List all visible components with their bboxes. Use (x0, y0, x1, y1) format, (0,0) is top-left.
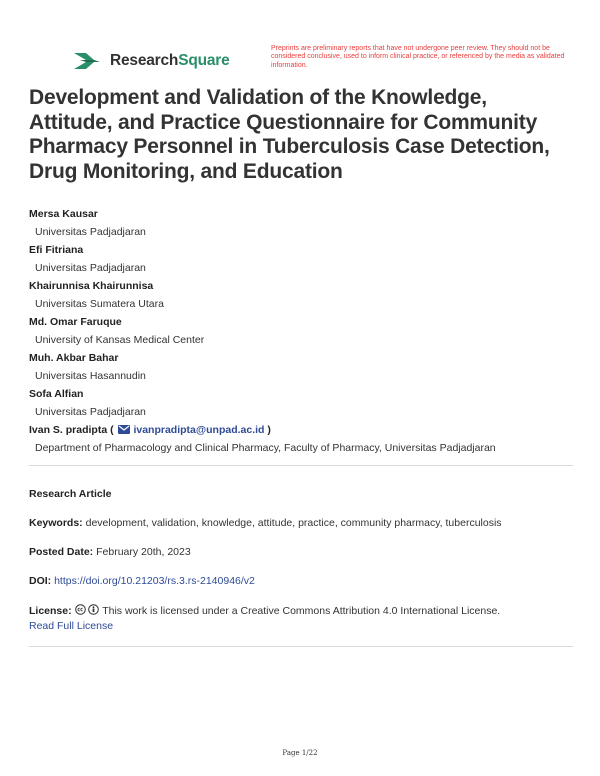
paren-open: ( (110, 424, 114, 436)
author-name: Md. Omar Faruque (29, 316, 122, 328)
article-type-label: Research Article (29, 488, 112, 500)
keywords-value: development, validation, knowledge, attitude, practice, community pharmacy, tuberculosis (85, 517, 502, 529)
author-entry (29, 205, 574, 241)
author-name: Muh. Akbar Bahar (29, 352, 119, 364)
author-name: Mersa Kausar (29, 208, 98, 220)
keywords-line (29, 516, 574, 531)
posted-date-line (29, 545, 574, 560)
doi-line (29, 574, 574, 589)
author-list (29, 205, 574, 457)
author-entry (29, 385, 574, 421)
posted-date-label: Posted Date: (29, 546, 94, 558)
author-affiliation: Universitas Padjadjaran (35, 262, 146, 274)
author-affiliation: Universitas Hasannudin (35, 370, 146, 382)
author-name: Ivan S. pradipta (29, 424, 108, 436)
preprint-disclaimer: Preprints are preliminary reports that have not undergone peer review. They should not be considered conclusive, used to inform clinical practice, or referenced by the media as validated information. (271, 45, 565, 69)
research-square-logo[interactable] (72, 49, 230, 73)
keywords-label: Keywords: (29, 517, 83, 529)
logo-square-text: Square (178, 52, 230, 69)
author-affiliation: Universitas Padjadjaran (35, 226, 146, 238)
author-affiliation: University of Kansas Medical Center (35, 334, 205, 346)
corresponding-author-entry (29, 421, 574, 457)
doi-link[interactable]: https://doi.org/10.21203/rs.3.rs-2140946/v2 (54, 575, 255, 587)
license-text: This work is licensed under a Creative Commons Attribution 4.0 International License. (102, 605, 501, 617)
corresponding-author-name (29, 421, 574, 439)
author-name: Efi Fitriana (29, 244, 84, 256)
doi-label: DOI: (29, 575, 52, 587)
author-entry (29, 277, 574, 313)
divider (29, 646, 573, 647)
envelope-icon[interactable] (118, 425, 130, 434)
by-icon (88, 604, 99, 615)
header (72, 45, 572, 79)
paren-close: ) (267, 424, 271, 436)
license-line (29, 604, 574, 634)
author-entry (29, 349, 574, 385)
posted-date-value: February 20th, 2023 (96, 546, 191, 558)
author-entry (29, 241, 574, 277)
page-number: Page 1/22 (282, 749, 318, 757)
author-affiliation: Universitas Padjadjaran (35, 406, 146, 418)
research-square-logo-icon (72, 49, 102, 73)
read-full-license-link[interactable]: Read Full License (29, 620, 114, 632)
paper-title: Development and Validation of the Knowledge, Attitude, and Practice Questionnaire for Community Pharmacy Personnel in Tuberculosis Case Detection, Drug Monitoring, and Education (29, 86, 550, 183)
logo-research-text: Research (110, 52, 179, 69)
author-email-link[interactable]: ivanpradipta@unpad.ac.id (133, 424, 265, 436)
author-affiliation: Universitas Sumatera Utara (35, 298, 164, 310)
divider (29, 465, 573, 466)
logo-wordmark (110, 52, 230, 70)
cc-icon (75, 604, 86, 615)
article-type (29, 487, 574, 502)
author-name: Sofa Alfian (29, 388, 84, 400)
author-name: Khairunnisa Khairunnisa (29, 280, 154, 292)
license-label: License: (29, 605, 72, 617)
author-affiliation: Department of Pharmacology and Clinical Pharmacy, Faculty of Pharmacy, Universitas Padjadjaran (35, 442, 496, 454)
author-entry (29, 313, 574, 349)
